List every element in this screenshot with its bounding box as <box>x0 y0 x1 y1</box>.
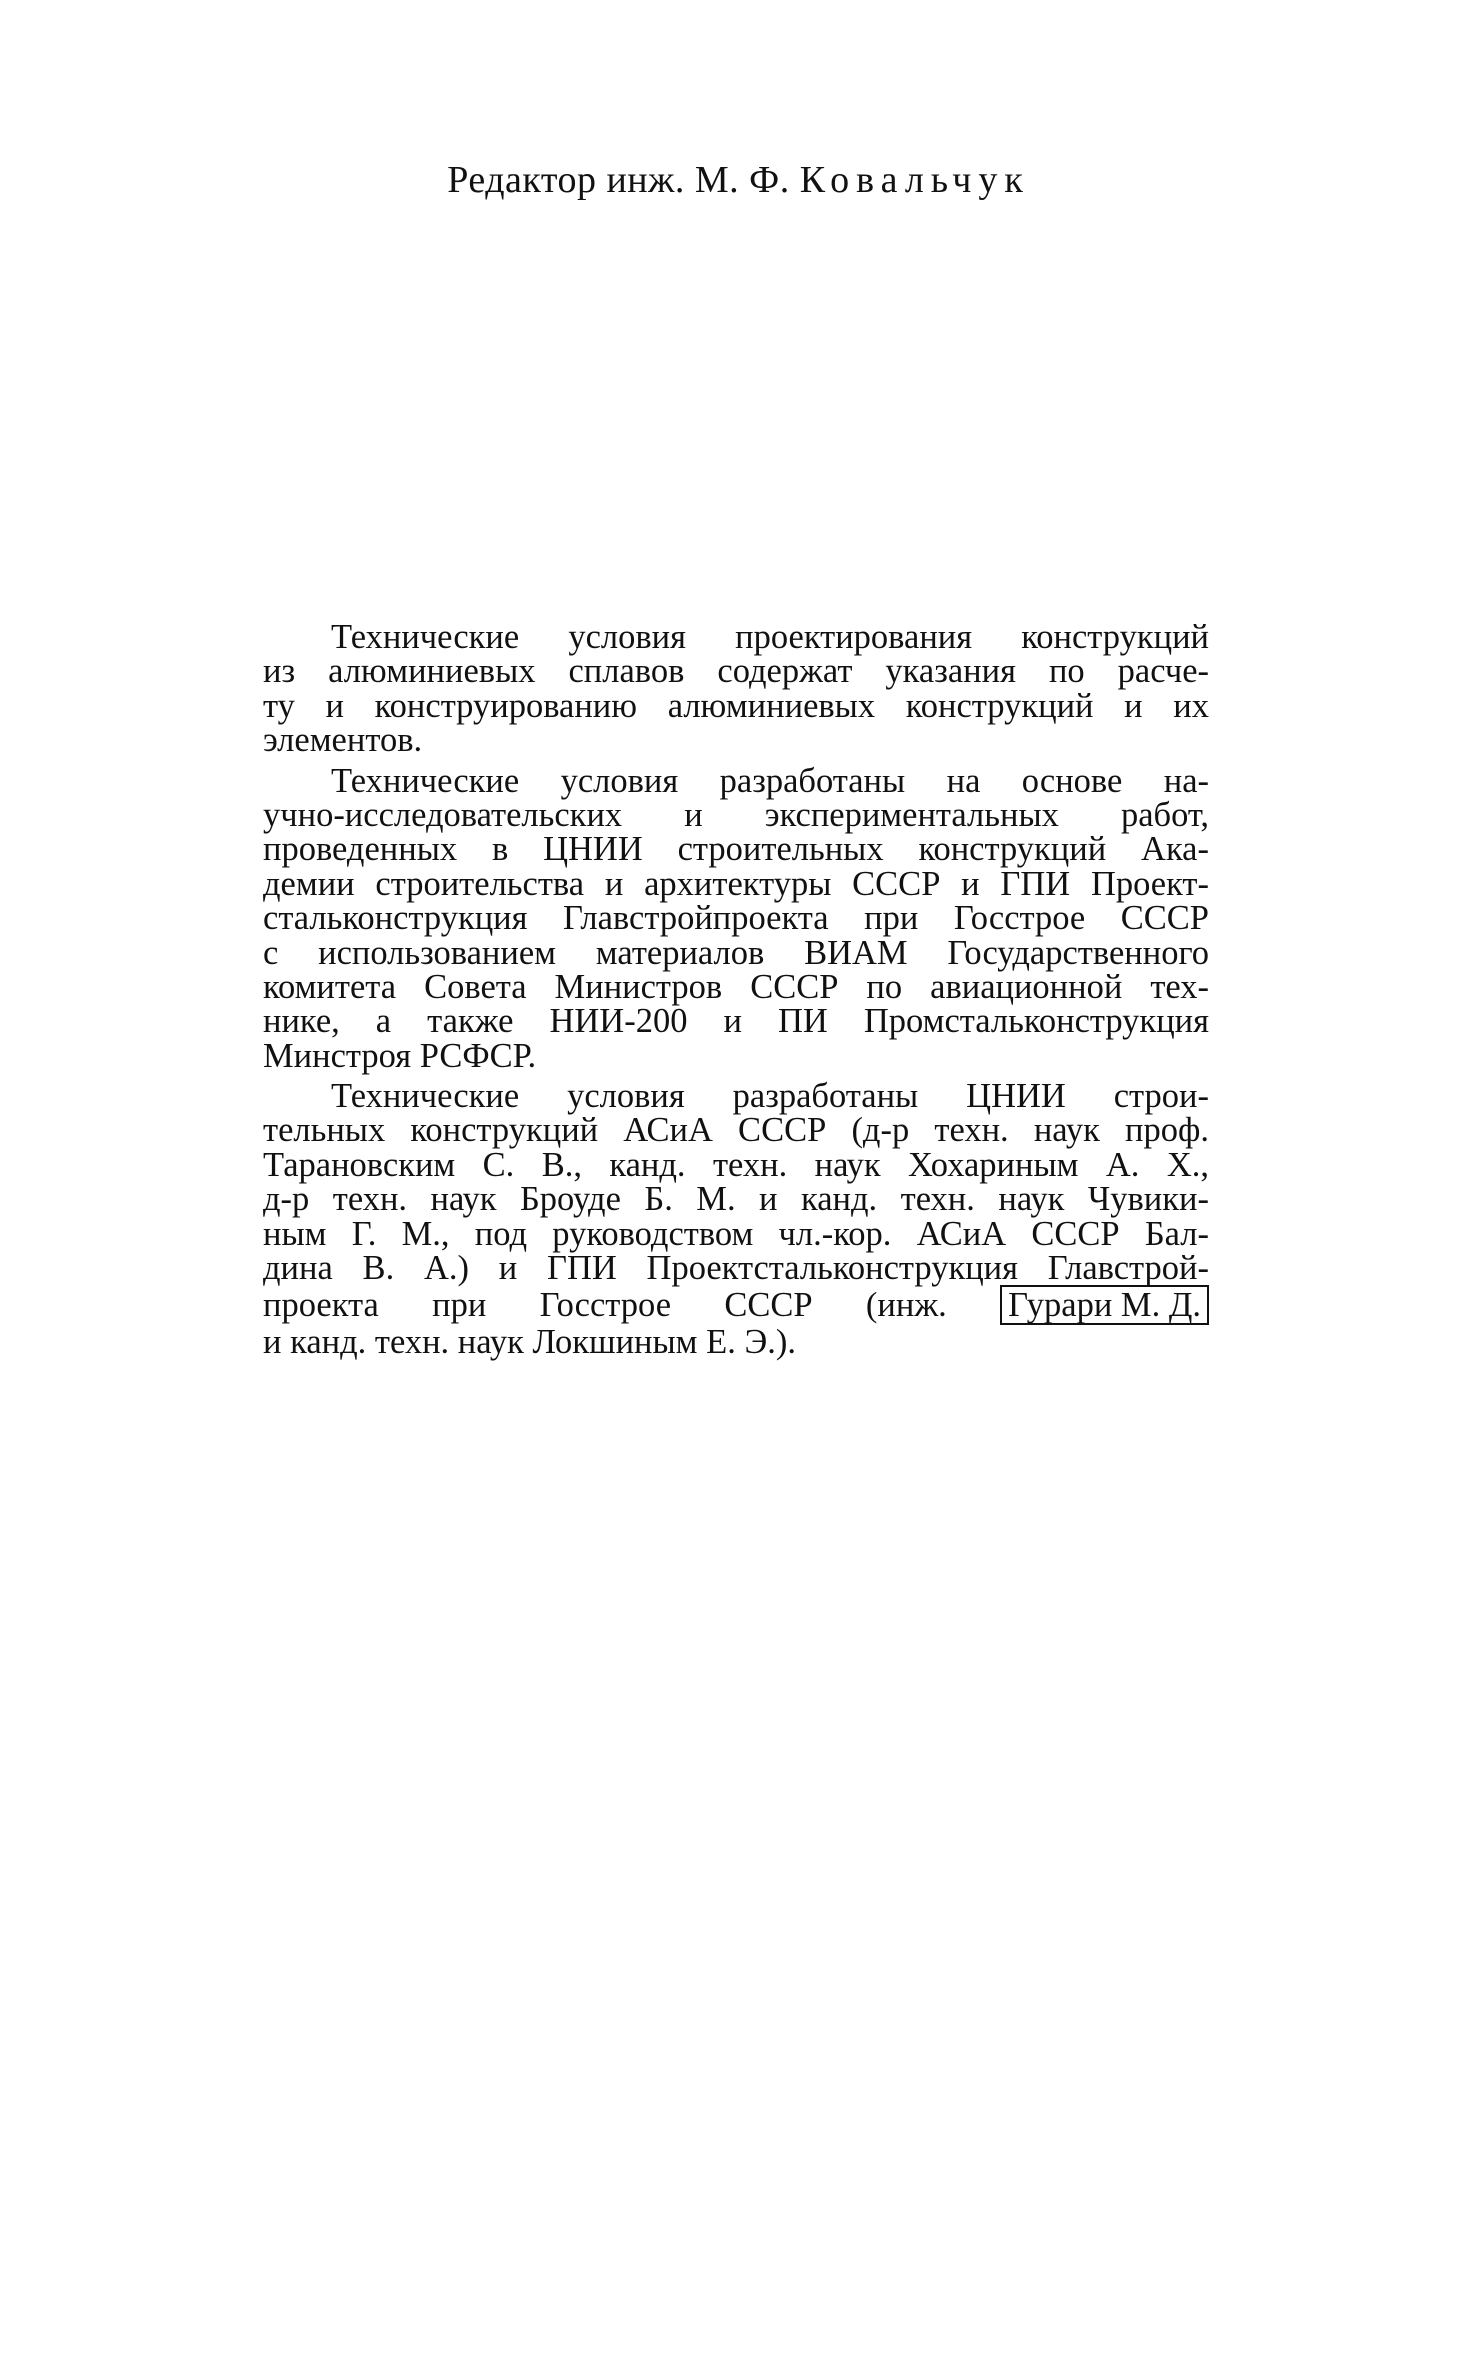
paragraph-line: Технические условия проектирования конструкций <box>331 618 1209 656</box>
paragraph-line: д-р техн. наук Броуде Б. М. и канд. техн. наук Чувики- <box>263 1180 1209 1219</box>
paragraph-line: ным Г. М., под руководством чл.-кор. АСиА СССР Бал- <box>263 1214 1209 1253</box>
boxed-author-name: Гурари М. Д. <box>1000 1285 1209 1325</box>
paragraph-line: Технические условия разработаны на основе на- <box>331 761 1209 800</box>
paragraph-line: Технические условия разработаны ЦНИИ строи- <box>331 1077 1209 1116</box>
paragraph-line: демии строительства и архитектуры СССР и ГПИ Проект- <box>263 864 1209 903</box>
paragraph-line: Минстроя РСФСР. <box>263 1036 537 1075</box>
paragraph-scope <box>263 620 1209 758</box>
paragraph-line: элементов. <box>263 721 423 760</box>
document-body <box>263 620 1209 1360</box>
paragraph-line: нике, а также НИИ-200 и ПИ Промстальконструкция <box>263 1002 1209 1041</box>
paragraph-sources <box>263 761 1209 1075</box>
paragraph-line: учно-исследовательских и экспериментальных работ, <box>263 795 1209 834</box>
paragraph-line-boxed <box>263 1285 1209 1325</box>
paragraph-line: стальконструкция Главстройпроекта при Госстрое СССР <box>263 899 1209 938</box>
paragraph-authors <box>263 1079 1209 1360</box>
paragraph-line: проведенных в ЦНИИ строительных конструкций Ака- <box>263 830 1209 869</box>
paragraph-line: дина В. А.) и ГПИ Проектстальконструкция Главстрой- <box>263 1249 1209 1288</box>
boxed-line-prefix: проекта при Госстрое СССР (инж. <box>263 1286 947 1325</box>
paragraph-line: из алюминиевых сплавов содержат указания по расче- <box>263 652 1209 691</box>
paragraph-line: Тарановским С. В., канд. техн. наук Хохариным А. Х., <box>263 1145 1209 1184</box>
paragraph-line: и канд. техн. наук Локшиным Е. Э.). <box>263 1323 796 1362</box>
paragraph-line: с использованием материалов ВИАМ Государственного <box>263 933 1209 972</box>
paragraph-line: ту и конструированию алюминиевых конструкций и их <box>263 686 1209 725</box>
paragraph-line: комитета Совета Министров СССР по авиационной тех- <box>263 967 1209 1006</box>
editor-credit-prefix: Редактор инж. М. Ф. <box>447 159 800 201</box>
editor-credit <box>0 158 1477 202</box>
paragraph-line: тельных конструкций АСиА СССР (д-р техн. наук проф. <box>263 1111 1209 1150</box>
editor-name: Ковальчук <box>799 159 1030 201</box>
